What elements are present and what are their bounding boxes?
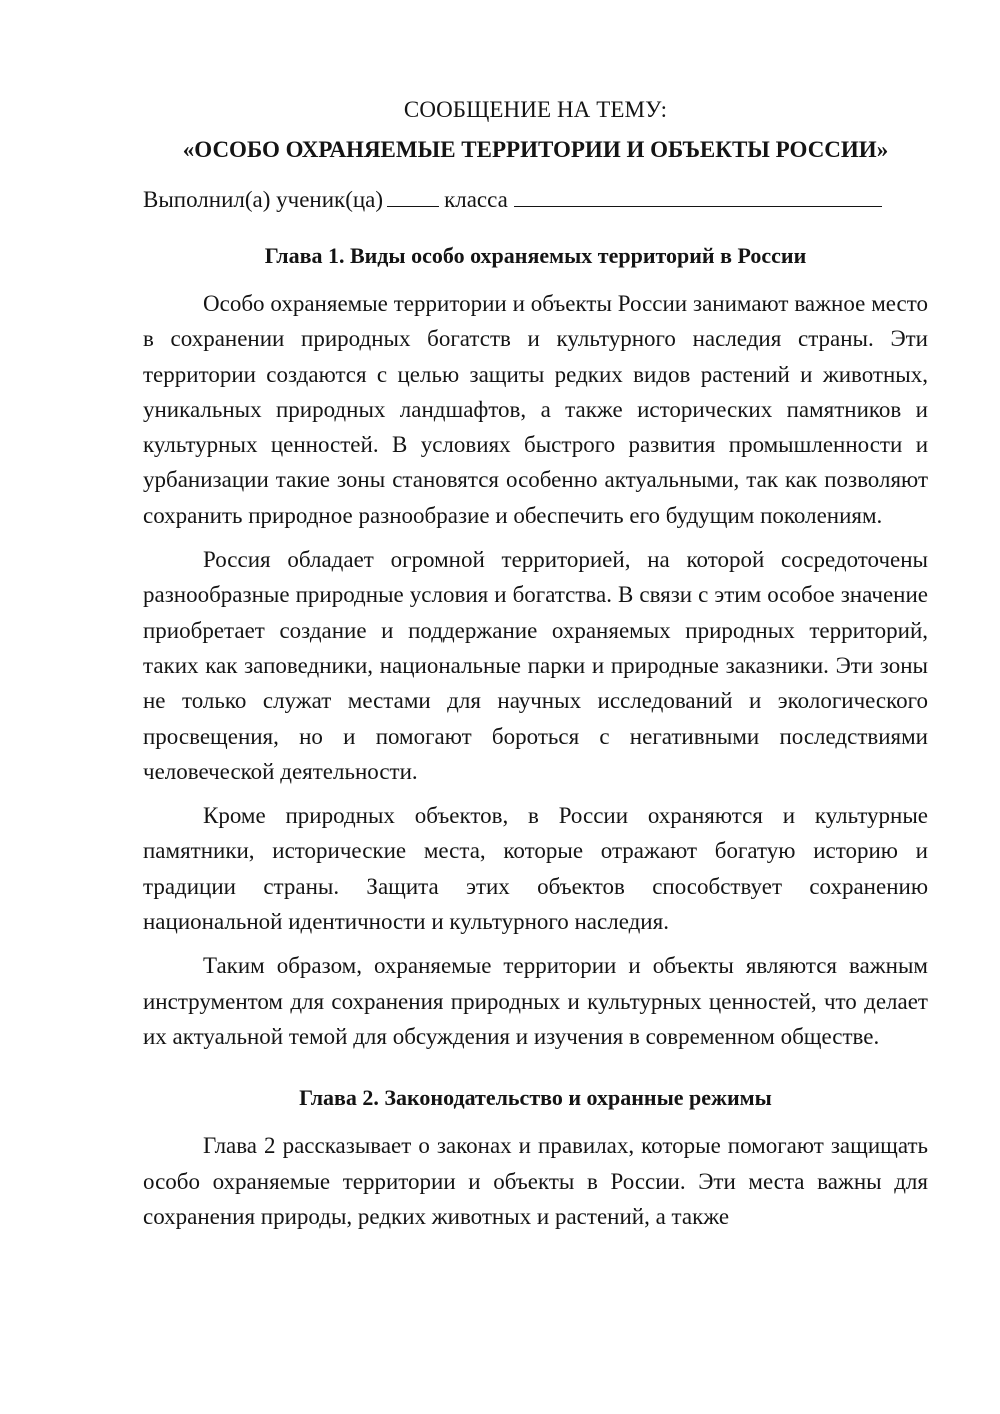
chapter-1-title: Глава 1. Виды особо охраняемых территорий в России (264, 243, 807, 268)
chapter-2-title: Глава 2. Законодательство и охранные режимы (299, 1085, 772, 1111)
document-body (143, 92, 928, 1234)
chapter-2-paragraph-1: Глава 2 рассказывает о законах и правилах, которые помогают защищать особо охраняемые территории и объекты в России. Эти места важны для сохранения природы, редких животных и растений, а также (143, 1133, 928, 1229)
chapter-1-paragraph-2: Россия обладает огромной территорией, на которой сосредоточены разнообразные природные условия и богатства. В связи с этим особое значение приобретает создание и поддержание охраняемых природных территорий, таких как заповедники, национальные парки и природные заказники. Эти зоны не только служат местами для научных исследований и экологического просвещения, но и помогают бороться с негативными последствиями человеческой деятельности. (143, 547, 928, 784)
heading-line-2: «ОСОБО ОХРАНЯЕМЫЕ ТЕРРИТОРИИ И ОБЪЕКТЫ РОССИИ» (182, 137, 889, 162)
chapter-1-paragraph-4: Таким образом, охраняемые территории и объекты являются важным инструментом для сохранения природных и культурных ценностей, что делает их актуальной темой для обсуждения и изучения в современном обществе. (143, 953, 928, 1049)
chapter-1-paragraph-3: Кроме природных объектов, в России охраняются и культурные памятники, исторические места, которые отражают богатую историю и традиции страны. Защита этих объектов способствует сохранению национальной идентичности и культурного наследия. (143, 803, 928, 935)
student-name-blank (514, 186, 882, 207)
chapter-1-paragraph-1: Особо охраняемые территории и объекты России занимают важное место в сохранении природных богатств и культурного наследия страны. Эти территории создаются с целью защиты редких видов растений и животных, уникальных природных ландшафтов, а также исторических памятников и культурных ценностей. В условиях быстрого развития промышленности и урбанизации такие зоны становятся особенно актуальными, так как позволяют сохранить природное разнообразие и обеспечить его будущим поколениям. (143, 291, 928, 528)
signature-line (143, 182, 928, 218)
class-label: класса (444, 187, 508, 212)
heading-line-1: СООБЩЕНИЕ НА ТЕМУ: (403, 97, 668, 122)
performed-by-label: Выполнил(а) ученик(ца) (143, 187, 384, 212)
class-number-blank (387, 186, 439, 207)
